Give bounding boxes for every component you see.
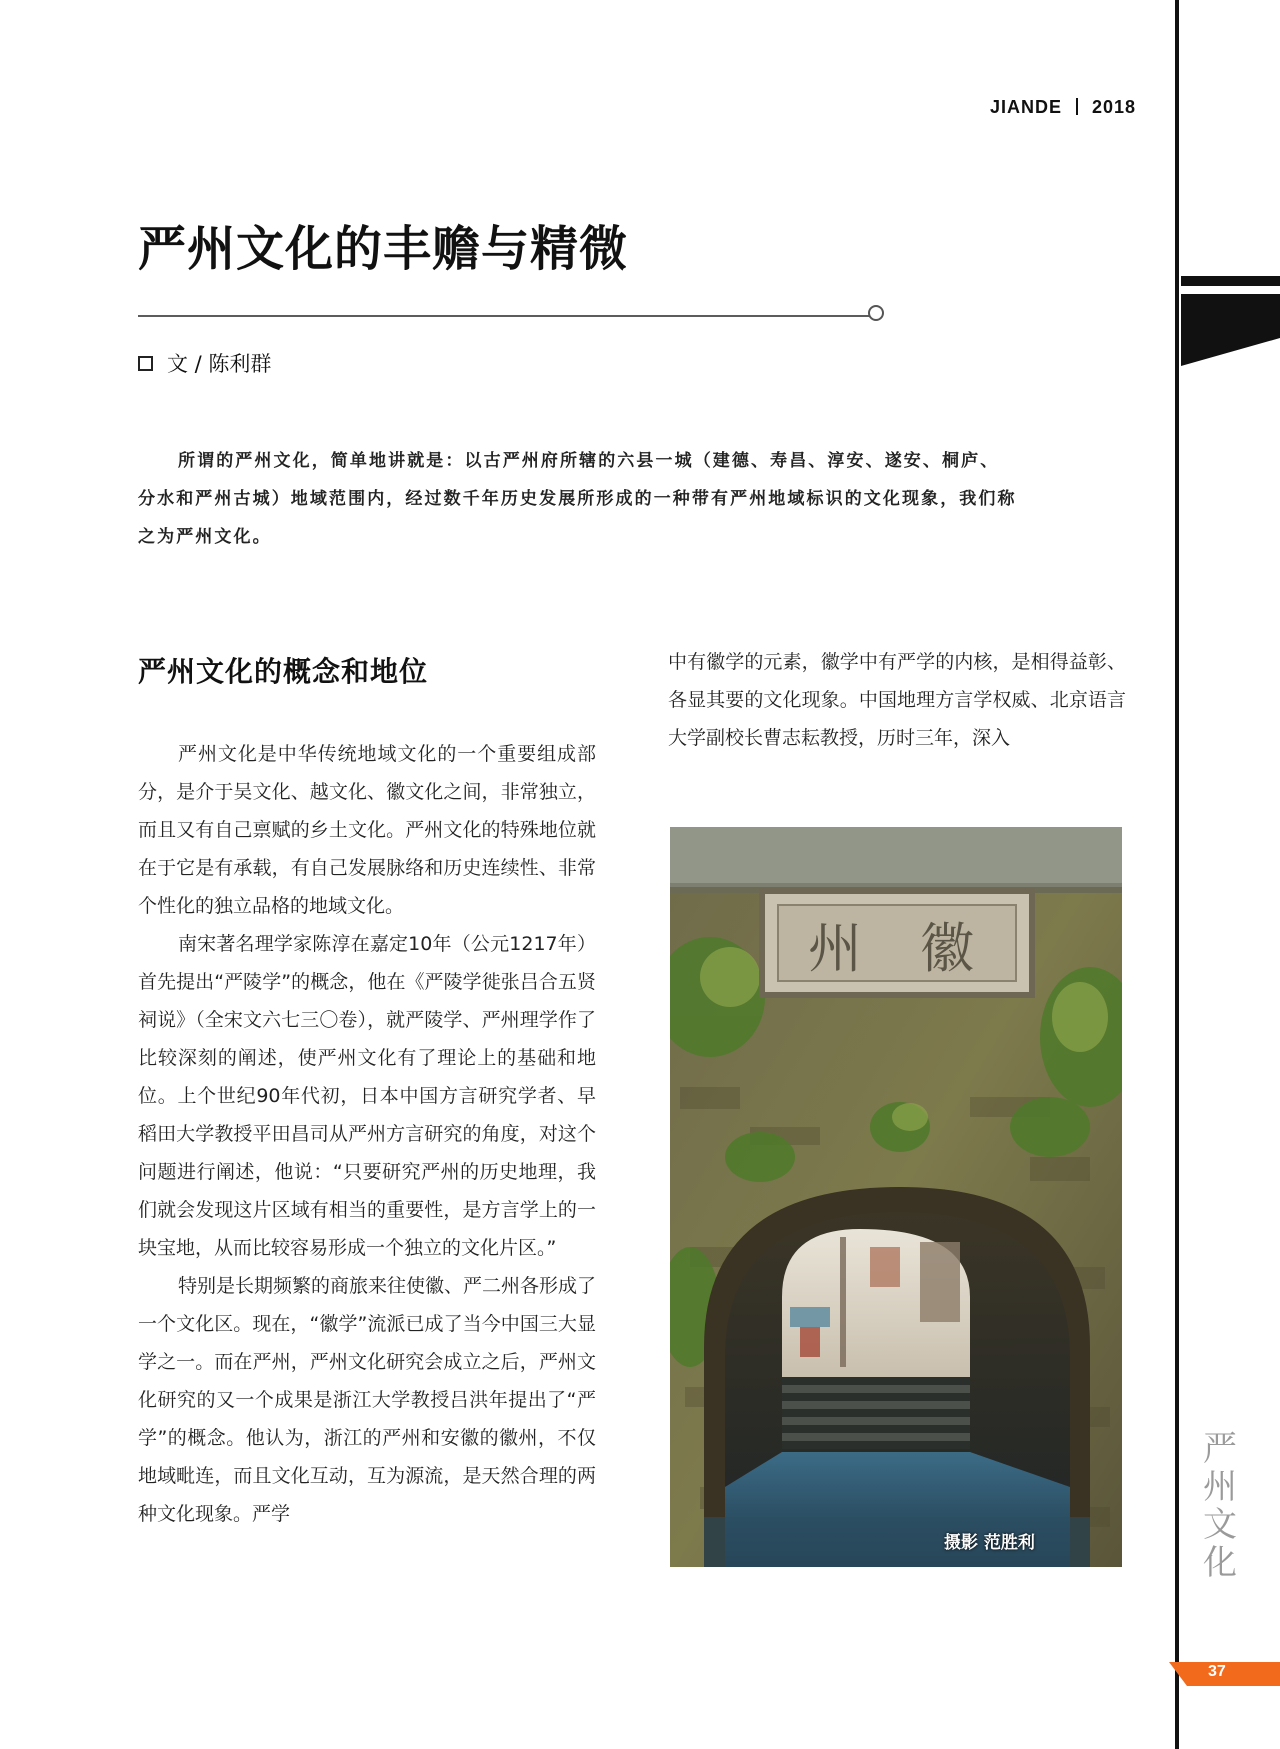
- photo-caption: 摄影 范胜利: [944, 1533, 1035, 1553]
- vertical-char-3: 文: [1203, 1505, 1237, 1545]
- left-column: [138, 735, 596, 1533]
- author-text: 文 / 陈利群: [167, 352, 272, 376]
- margin-black-bar: [1181, 276, 1280, 286]
- section-title: 严州文化的概念和地位: [138, 655, 429, 688]
- margin-black-wedge: [1181, 294, 1280, 366]
- page-number: 37: [1208, 1663, 1226, 1680]
- vertical-char-1: 严: [1203, 1429, 1237, 1469]
- body-paragraph-continued: 中有徽学的元素，徽学中有严学的内核，是相得益彰、各显其要的文化现象。中国地理方言学权威、北京语言大学副校长曹志耘教授，历时三年，深入: [668, 651, 1126, 749]
- margin-vertical-line: [1175, 0, 1179, 1749]
- plaque-char-zhou: 州: [808, 917, 862, 980]
- article-title: 严州文化的丰赡与精微: [138, 221, 629, 277]
- magazine-header: [990, 97, 1136, 118]
- body-paragraph-3: 特别是长期频繁的商旅来往使徽、严二州各形成了一个文化区。现在，“徽学”流派已成了当今中国三大显学之一。而在严州，严州文化研究会成立之后，严州文化研究的又一个成果是浙江大学教授吕洪年提出了“严学”的概念。他认为，浙江的严州和安徽的徽州，不仅地域毗连，而且文化互动，互为源流，是天然合理的两种文化现象。严学: [138, 1275, 597, 1525]
- rule-end-circle-icon: [868, 305, 884, 321]
- issue-year: 2018: [1092, 97, 1137, 117]
- vertical-char-4: 化: [1203, 1543, 1237, 1583]
- body-paragraph-1: 严州文化是中华传统地域文化的一个重要组成部分，是介于吴文化、越文化、徽文化之间，非常独立，而且又有自己禀赋的乡土文化。严州文化的特殊地位就在于它是有承载，有自己发展脉络和历史连续性、非常个性化的独立品格的地域文化。: [138, 743, 596, 917]
- square-bullet-icon: [138, 356, 153, 371]
- header-divider: [1076, 98, 1078, 115]
- photo-illustration: [670, 827, 1122, 1567]
- intro-paragraph: [138, 442, 1018, 556]
- byline: [138, 348, 271, 378]
- vertical-section-label: [1200, 1430, 1240, 1582]
- intro-text: 所谓的严州文化，简单地讲就是：以古严州府所辖的六县一城（建德、寿昌、淳安、遂安、桐庐、分水和严州古城）地域范围内，经过数千年历史发展所形成的一种带有严州地域标识的文化现象，我们称之为严州文化。: [138, 451, 1017, 547]
- body-paragraph-2: 南宋著名理学家陈淳在嘉定10年（公元1217年）首先提出“严陵学”的概念，他在《严陵学徙张吕合五贤祠说》（全宋文六七三〇卷），就严陵学、严州理学作了比较深刻的阐述，使严州文化有了理论上的基础和地位。上个世纪90年代初，日本中国方言研究学者、早稻田大学教授平田昌司从严州方言研究的角度，对这个问题进行阐述，他说：“只要研究严州的历史地理，我们就会发现这片区域有相当的重要性，是方言学上的一块宝地，从而比较容易形成一个独立的文化片区。”: [138, 933, 596, 1259]
- title-rule: [138, 315, 870, 317]
- plaque-char-hui: 徽: [920, 917, 974, 980]
- right-column: [668, 643, 1126, 757]
- vertical-char-2: 州: [1203, 1467, 1237, 1507]
- magazine-name: JIANDE: [990, 97, 1063, 117]
- archway-photo: [670, 827, 1122, 1567]
